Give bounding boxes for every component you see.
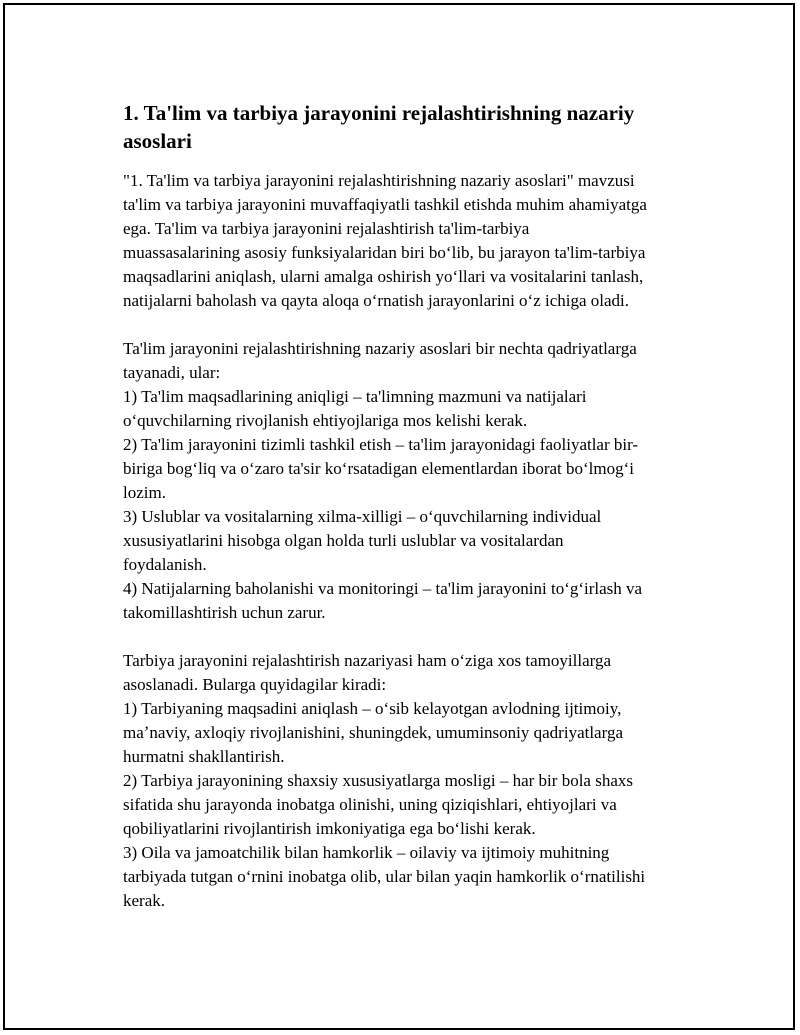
text-line: sifatida shu jarayonda inobatga olinishi, uning qiziqishlari, ehtiyojlari va	[123, 795, 617, 814]
text-line: oʻquvchilarning rivojlanish ehtiyojlariga mos kelishi kerak.	[123, 411, 528, 430]
text-line: foydalanish.	[123, 555, 207, 574]
text-line: takomillashtirish uchun zarur.	[123, 603, 326, 622]
text-line: biriga bogʻliq va oʻzaro ta'sir koʻrsatadigan elementlardan iborat boʻlmogʻi	[123, 459, 634, 478]
title-line: 1. Ta'lim va tarbiya jarayonini rejalashtirishning nazariy	[123, 101, 635, 125]
text-line: 3) Oila va jamoatchilik bilan hamkorlik – oilaviy va ijtimoiy muhitning	[123, 843, 610, 862]
text-line: 1) Ta'lim maqsadlarining aniqligi – ta'limning mazmuni va natijalari	[123, 387, 587, 406]
document-title	[123, 99, 693, 155]
text-line: natijalarni baholash va qayta aloqa oʻrnatish jarayonlarini oʻz ichiga oladi.	[123, 291, 630, 310]
text-line: maqsadlarini aniqlash, ularni amalga oshirish yoʻllari va vositalarini tanlash,	[123, 267, 644, 286]
text-line: ega. Ta'lim va tarbiya jarayonini rejalashtirish ta'lim-tarbiya	[123, 219, 530, 238]
text-line: 2) Tarbiya jarayonining shaxsiy xususiyatlarga mosligi – har bir bola shaxs	[123, 771, 633, 790]
text-line: kerak.	[123, 891, 166, 910]
text-line: Ta'lim jarayonini rejalashtirishning nazariy asoslari bir nechta qadriyatlarga	[123, 339, 637, 358]
paragraph-tarbiya-principles	[123, 649, 693, 913]
text-line: "1. Ta'lim va tarbiya jarayonini rejalashtirishning nazariy asoslari" mavzusi	[123, 171, 635, 190]
text-line: asoslanadi. Bularga quyidagilar kiradi:	[123, 675, 387, 694]
text-line: Tarbiya jarayonini rejalashtirish nazariyasi ham oʻziga xos tamoyillarga	[123, 651, 612, 670]
text-line: 2) Ta'lim jarayonini tizimli tashkil etish – ta'lim jarayonidagi faoliyatlar bir-	[123, 435, 639, 454]
text-line: xususiyatlarini hisobga olgan holda turli uslublar va vositalardan	[123, 531, 564, 550]
text-line: 3) Uslublar va vositalarning xilma-xilligi – oʻquvchilarning individual	[123, 507, 602, 526]
document-page	[3, 3, 795, 1030]
text-line: maʼnaviy, axloqiy rivojlanishini, shuningdek, umuminsoniy qadriyatlarga	[123, 723, 624, 742]
paragraph-intro	[123, 169, 693, 313]
title-line: asoslari	[123, 129, 192, 153]
document-content	[123, 99, 693, 937]
paragraph-talim-principles	[123, 337, 693, 625]
text-line: tayanadi, ular:	[123, 363, 221, 382]
text-line: tarbiyada tutgan oʻrnini inobatga olib, ular bilan yaqin hamkorlik oʻrnatilishi	[123, 867, 646, 886]
text-line: lozim.	[123, 483, 166, 502]
text-line: qobiliyatlarini rivojlantirish imkoniyatiga ega boʻlishi kerak.	[123, 819, 536, 838]
text-line: 4) Natijalarning baholanishi va monitoringi – ta'lim jarayonini toʻgʻirlash va	[123, 579, 643, 598]
text-line: hurmatni shakllantirish.	[123, 747, 285, 766]
text-line: ta'lim va tarbiya jarayonini muvaffaqiyatli tashkil etishda muhim ahamiyatga	[123, 195, 647, 214]
text-line: muassasalarining asosiy funksiyalaridan biri boʻlib, bu jarayon ta'lim-tarbiya	[123, 243, 646, 262]
text-line: 1) Tarbiyaning maqsadini aniqlash – oʻsib kelayotgan avlodning ijtimoiy,	[123, 699, 622, 718]
